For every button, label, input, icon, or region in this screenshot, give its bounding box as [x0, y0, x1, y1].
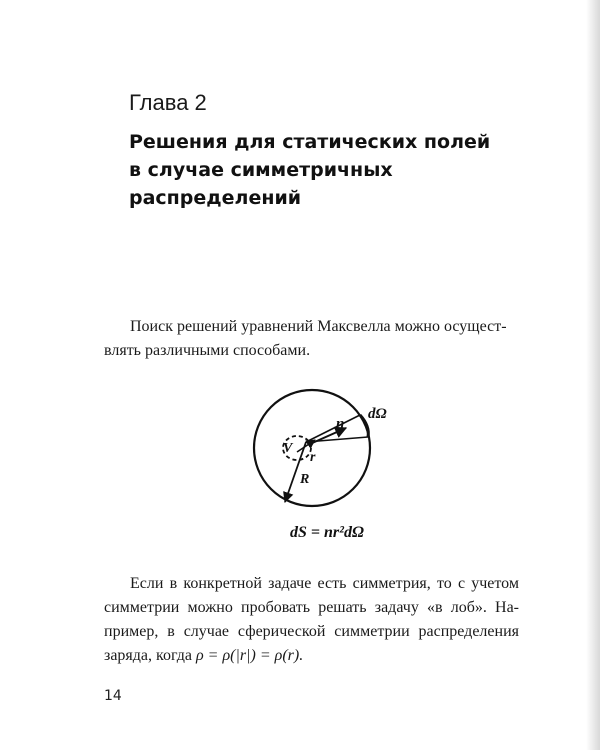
page-number: 14 — [104, 688, 122, 704]
paragraph-text: заряда, когда — [104, 647, 196, 664]
label-r: r — [310, 450, 316, 465]
label-V: V — [283, 441, 293, 456]
paragraph-line: симметрии можно пробовать решать задачу «в лоб». На- — [104, 599, 519, 616]
outer-sphere — [254, 390, 370, 506]
chapter-title-line: в случае симметричных — [129, 159, 393, 181]
page-edge-shadow — [586, 0, 600, 750]
label-dOmega: dΩ — [368, 406, 387, 422]
paragraph-intro — [104, 315, 519, 363]
paragraph-line: Если в конкретной задаче есть симметрия, то с учетом — [130, 575, 519, 592]
paragraph-symmetry — [104, 572, 519, 668]
chapter-title-line: распределений — [129, 187, 302, 209]
paragraph-line: Поиск решений уравнений Максвелла можно осущест- — [130, 318, 507, 335]
paragraph-line: пример, в случае сферической симметрии распределения — [104, 623, 519, 640]
sphere-diagram — [240, 382, 410, 542]
figure-caption: dS = nr²dΩ — [290, 524, 364, 541]
charge-density-formula: ρ = ρ(|r|) = ρ(r). — [196, 647, 304, 664]
label-R: R — [300, 472, 310, 487]
chapter-title-line: Решения для статических полей — [129, 131, 491, 153]
chapter-label: Глава 2 — [129, 90, 207, 115]
paragraph-last-line — [104, 644, 519, 668]
label-n: n — [336, 416, 345, 432]
paragraph-line: влять различными способами. — [104, 342, 311, 359]
chapter-title — [129, 128, 489, 212]
